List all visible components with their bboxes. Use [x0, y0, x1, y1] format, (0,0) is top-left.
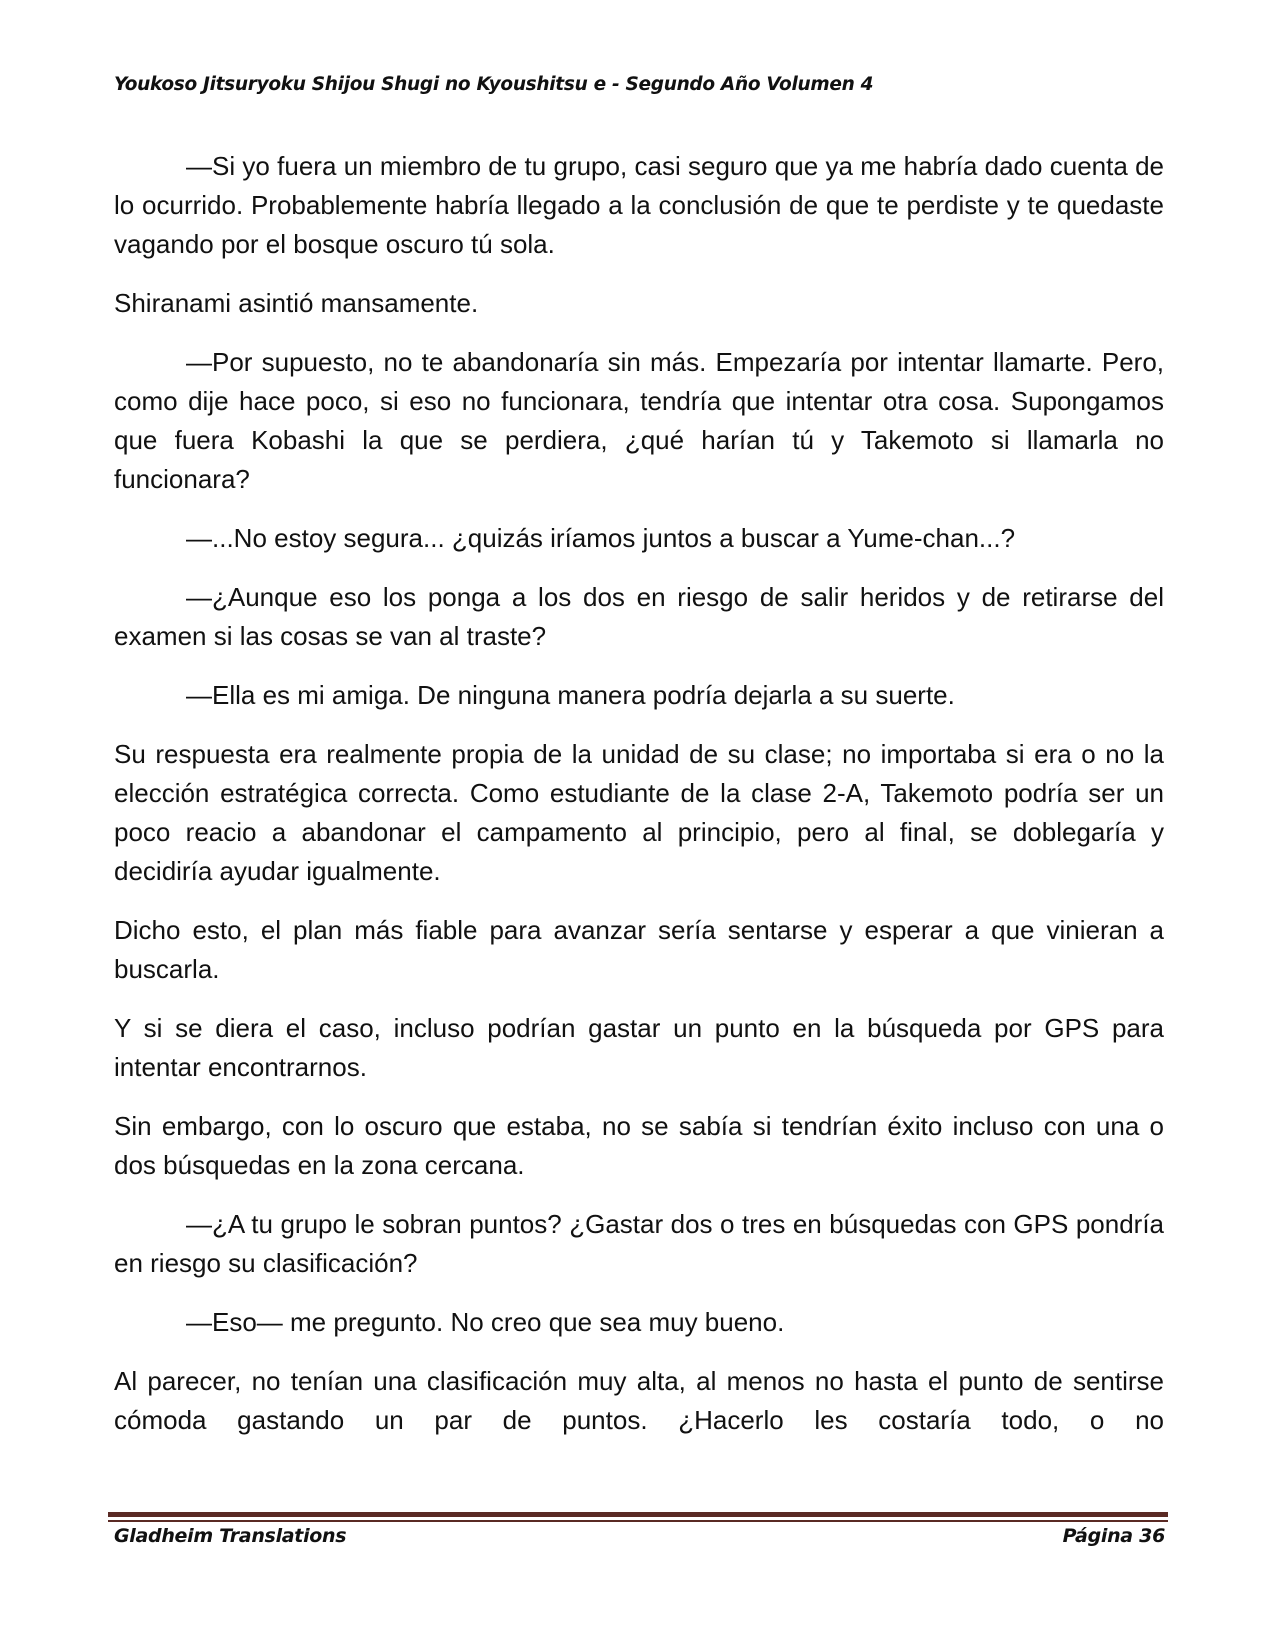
footer-translator-credit: Gladheim Translations [114, 1525, 347, 1547]
paragraph-10: Sin embargo, con lo oscuro que estaba, no se sabía si tendrían éxito incluso con una o dos búsquedas en la zona cercana. [114, 1111, 1164, 1180]
footer-page-number: Página 36 [1062, 1525, 1165, 1547]
paragraph-8: Dicho esto, el plan más fiable para avanzar sería sentarse y esperar a que vinieran a buscarla. [114, 915, 1164, 984]
paragraph-6: —Ella es mi amiga. De ninguna manera podría dejarla a su suerte. [186, 680, 955, 710]
paragraph-5: —¿Aunque eso los ponga a los dos en riesgo de salir heridos y de retirarse del examen si las cosas se van al traste? [114, 582, 1164, 651]
footer-divider-thick [108, 1512, 1168, 1517]
paragraph-4: —...No estoy segura... ¿quizás iríamos juntos a buscar a Yume-chan...? [186, 523, 1016, 553]
page-body [114, 147, 1164, 1440]
paragraph-3: —Por supuesto, no te abandonaría sin más. Empezaría por intentar llamarte. Pero, como dije hace poco, si eso no funcionara, tendría que intentar otra cosa. Supongamos que fuera Kobashi la que se perdiera, ¿qué harían tú y Takemoto si llamarla no funcionara? [114, 347, 1164, 494]
footer-divider-thin [108, 1520, 1168, 1522]
paragraph-11: —¿A tu grupo le sobran puntos? ¿Gastar dos o tres en búsquedas con GPS pondría en riesgo su clasificación? [114, 1209, 1164, 1278]
paragraph-7: Su respuesta era realmente propia de la unidad de su clase; no importaba si era o no la elección estratégica correcta. Como estudiante de la clase 2-A, Takemoto podría ser un poco reacio a abandonar el campamento al principio, pero al final, se doblegaría y decidiría ayudar igualmente. [114, 739, 1164, 886]
paragraph-9: Y si se diera el caso, incluso podrían gastar un punto en la búsqueda por GPS para intentar encontrarnos. [114, 1013, 1164, 1082]
paragraph-2: Shiranami asintió mansamente. [114, 288, 479, 318]
paragraph-1: —Si yo fuera un miembro de tu grupo, casi seguro que ya me habría dado cuenta de lo ocurrido. Probablemente habría llegado a la conclusión de que te perdiste y te quedaste vagando por el bosque oscuro tú sola. [114, 151, 1164, 259]
paragraph-13: Al parecer, no tenían una clasificación muy alta, al menos no hasta el punto de sentirse cómoda gastando un par de puntos. ¿Hacerlo les costaría todo, o no [114, 1366, 1164, 1435]
running-header: Youkoso Jitsuryoku Shijou Shugi no Kyoushitsu e - Segundo Año Volumen 4 [114, 74, 874, 95]
paragraph-12: —Eso— me pregunto. No creo que sea muy bueno. [186, 1307, 785, 1337]
